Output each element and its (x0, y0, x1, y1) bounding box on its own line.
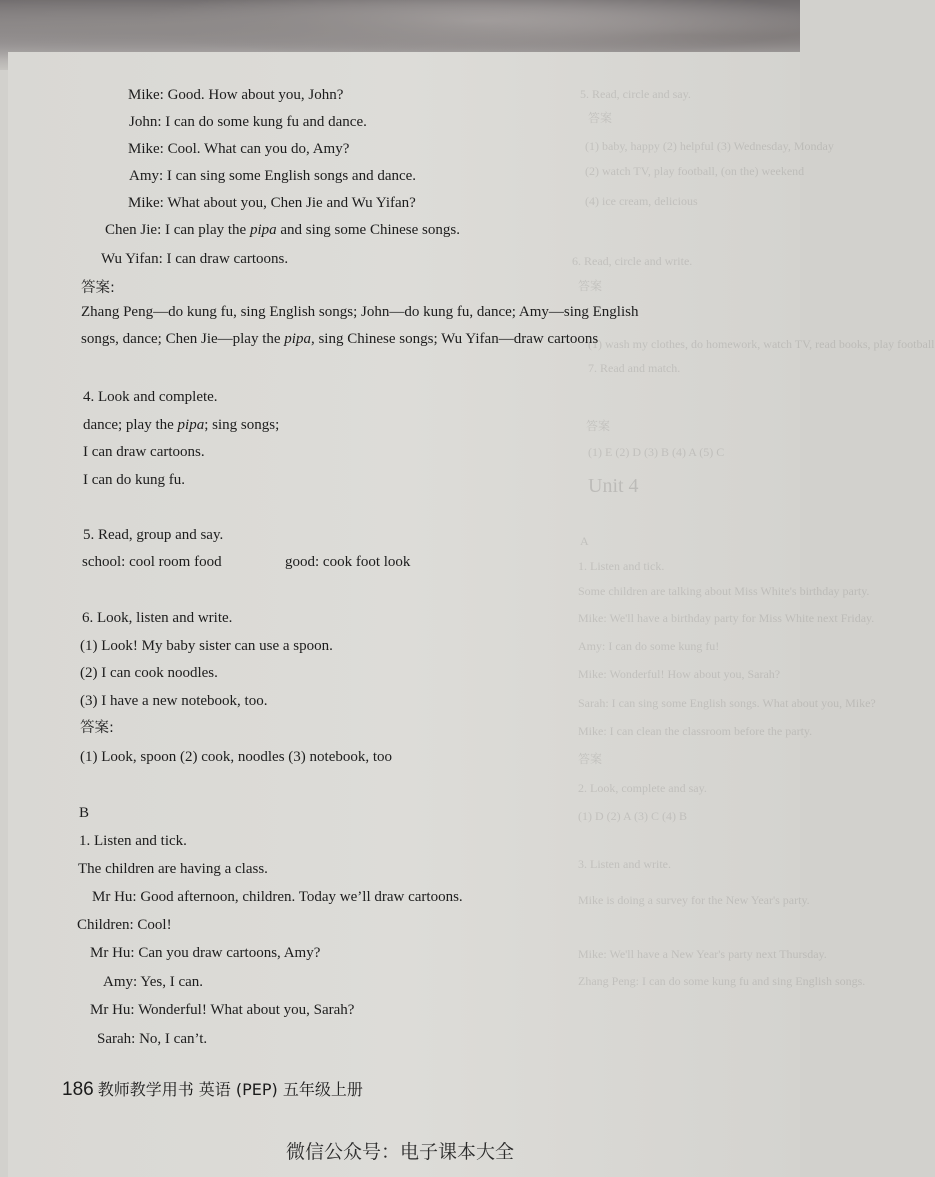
section-text: school: cool room food (82, 554, 222, 570)
answer-text: Zhang Peng—do kung fu, sing English songs; John—do kung fu, dance; Amy—sing English (81, 304, 639, 320)
dialogue-line: Mr Hu: Good afternoon, children. Today we’ll draw cartoons. (92, 889, 463, 905)
watermark: 微信公众号：电子课本大全 (285, 1141, 514, 1163)
bleed-through-text: Mike: Wonderful! How about you, Sarah? (578, 667, 781, 681)
section-text: The children are having a class. (78, 861, 268, 877)
book-title: 教师教学用书 英语 (PEP) 五年级上册 (97, 1080, 363, 1099)
section-label: B (79, 805, 90, 821)
section-text: (3) I have a new notebook, too. (80, 693, 268, 709)
dialogue-line: Amy: Yes, I can. (103, 974, 204, 990)
bleed-through-text: Mike: We'll have a birthday party for Miss White next Friday. (578, 611, 875, 625)
bleed-through-text: 3. Listen and write. (578, 857, 671, 871)
bleed-through-text: (1) baby, happy (2) helpful (3) Wednesday, Monday (585, 139, 834, 153)
dialogue-line: Amy: I can sing some English songs and dance. (129, 168, 417, 184)
dialogue-line: Sarah: No, I can’t. (97, 1031, 208, 1047)
bleed-through-text: A (580, 534, 589, 548)
section-text: I can draw cartoons. (83, 444, 205, 460)
answer-label: 答案: (80, 720, 114, 736)
bleed-through-text: Mike is doing a survey for the New Year's party. (578, 893, 810, 907)
dialogue-line: Mike: Good. How about you, John? (128, 87, 344, 103)
answer-label: 答案: (81, 280, 115, 296)
dialogue-line: Mr Hu: Wonderful! What about you, Sarah? (90, 1002, 355, 1018)
bleed-through-text: (1) E (2) D (3) B (4) A (5) C (588, 445, 725, 459)
dialogue-line: Mike: Cool. What can you do, Amy? (128, 141, 350, 157)
dialogue-line: Mr Hu: Can you draw cartoons, Amy? (90, 945, 321, 961)
bleed-through-text: (1) D (2) A (3) C (4) B (578, 809, 687, 823)
dialogue-line: Mike: What about you, Chen Jie and Wu Yifan? (128, 195, 416, 211)
section-text: (2) I can cook noodles. (80, 665, 218, 681)
bleed-through-text: (2) watch TV, play football, (on the) weekend (585, 164, 805, 178)
bleed-through-text: 答案 (588, 111, 613, 125)
bleed-through-text: 7. Read and match. (588, 361, 681, 375)
bleed-through-text: Sarah: I can sing some English songs. What about you, Mike? (578, 696, 876, 710)
dialogue-line: Children: Cool! (77, 917, 172, 933)
bleed-through-text: 答案 (578, 279, 603, 293)
section-title: 5. Read, group and say. (83, 527, 224, 543)
bleed-through-text: Zhang Peng: I can do some kung fu and sing English songs. (578, 974, 866, 988)
bleed-through-text: 答案 (586, 419, 611, 433)
dialogue-line: Chen Jie: I can play the pipa and sing some Chinese songs. (105, 222, 460, 238)
bleed-through-text: 答案 (578, 752, 603, 766)
page-footer (62, 1077, 363, 1101)
section-title: 4. Look and complete. (83, 389, 218, 405)
bleed-through-text: 6. Read, circle and write. (572, 254, 693, 268)
bleed-through-text: 1. Listen and tick. (578, 559, 665, 573)
bleed-through-text: Amy: I can do some kung fu! (578, 639, 720, 653)
bleed-through-text: 2. Look, complete and say. (578, 781, 707, 795)
bleed-through-text: Mike: We'll have a New Year's party next Thursday. (578, 947, 827, 961)
dialogue-line: John: I can do some kung fu and dance. (129, 114, 367, 130)
bleed-through-text: Some children are talking about Miss White's birthday party. (578, 584, 870, 598)
section-text: I can do kung fu. (83, 472, 186, 488)
section-text: (1) Look! My baby sister can use a spoon. (80, 638, 333, 654)
bleed-through-text: Mike: I can clean the classroom before the party. (578, 724, 813, 738)
bleed-through-text: (4) ice cream, delicious (585, 194, 698, 208)
bleed-through-text: 5. Read, circle and say. (580, 87, 691, 101)
answer-text: songs, dance; Chen Jie—play the pipa, sing Chinese songs; Wu Yifan—draw cartoons (81, 331, 599, 347)
section-title: 1. Listen and tick. (79, 833, 187, 849)
dialogue-line: Wu Yifan: I can draw cartoons. (101, 251, 289, 267)
section-title: 6. Look, listen and write. (82, 610, 233, 626)
answer-text: (1) Look, spoon (2) cook, noodles (3) notebook, too (80, 749, 393, 765)
page-number: 186 (62, 1079, 94, 1100)
section-text: good: cook foot look (285, 554, 411, 570)
section-text: dance; play the pipa; sing songs; (83, 417, 280, 433)
bleed-through-text: Unit 4 (588, 475, 639, 497)
bleed-through-text: (1) wash my clothes, do homework, watch TV, read books, play football (588, 337, 935, 351)
